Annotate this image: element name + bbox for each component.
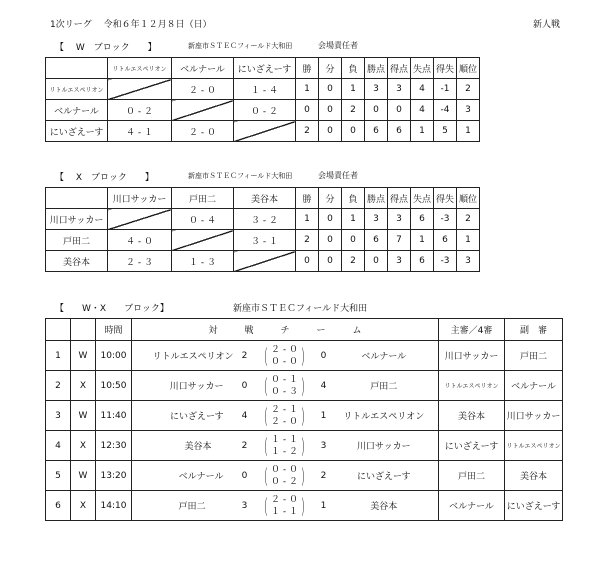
match-no: 4	[46, 431, 71, 461]
match-block: W	[71, 341, 96, 371]
referee: 美谷本	[439, 401, 505, 431]
home-team: にいざえーす	[132, 401, 238, 431]
header-row	[46, 58, 480, 79]
corner-cell	[46, 188, 108, 209]
losses: 0	[342, 230, 365, 251]
away-team: リトルエスペリオン	[330, 401, 439, 431]
losses: 1	[342, 79, 365, 100]
rank: 2	[457, 209, 480, 230]
assistant-referee: 美谷本	[505, 461, 563, 491]
right-paren: )	[300, 373, 306, 398]
half-scores	[252, 401, 318, 431]
result-cell: １ - ４	[234, 79, 296, 100]
half-scores	[252, 461, 318, 491]
first-half-score: ２ - ０	[271, 344, 298, 355]
second-half-score: ２ - ０	[271, 416, 298, 427]
block-x-standings-table	[45, 187, 480, 272]
self-match-cell	[234, 121, 296, 142]
away-score: 1	[318, 491, 330, 521]
table-row	[46, 79, 480, 100]
goals-against: 4	[411, 100, 434, 121]
column-header: 勝点	[365, 58, 388, 79]
match-block: X	[71, 371, 96, 401]
match-time: 13:20	[96, 461, 132, 491]
self-match-cell	[108, 79, 172, 100]
goals-for: 0	[388, 100, 411, 121]
table-row	[46, 401, 563, 431]
wins: 0	[296, 100, 319, 121]
away-team: ベルナール	[330, 341, 439, 371]
points: 6	[365, 121, 388, 142]
referee: ベルナール	[439, 491, 505, 521]
goal-difference: -3	[434, 209, 457, 230]
first-half-score: ０ - ０	[271, 464, 298, 475]
home-score: 2	[238, 341, 252, 371]
losses: 2	[342, 251, 365, 272]
rank: 3	[457, 251, 480, 272]
referee: 戸田二	[439, 461, 505, 491]
referee: にいざえーす	[439, 431, 505, 461]
team-name: ベルナール	[46, 100, 108, 121]
goals-against: 1	[411, 121, 434, 142]
right-paren: )	[300, 433, 306, 458]
table-row	[46, 461, 563, 491]
column-header: 得点	[388, 188, 411, 209]
wins: 2	[296, 230, 319, 251]
half-scores	[252, 341, 318, 371]
result-cell: ０ - ２	[108, 100, 172, 121]
goals-for: 3	[388, 251, 411, 272]
goals-for: 6	[388, 121, 411, 142]
right-paren: )	[300, 493, 306, 518]
self-match-cell	[234, 251, 296, 272]
away-score: 1	[318, 401, 330, 431]
first-half-score: ２ - ０	[271, 494, 298, 505]
column-header: 得点	[388, 58, 411, 79]
second-half-score: １ - ２	[271, 446, 298, 457]
column-header: にいざえーす	[234, 58, 296, 79]
goal-difference: 6	[434, 230, 457, 251]
assistant-referee: ベルナール	[505, 371, 563, 401]
half-scores	[252, 431, 318, 461]
goals-against: 1	[411, 230, 434, 251]
table-row	[46, 230, 480, 251]
result-cell: ２ - ０	[172, 121, 234, 142]
block-header	[71, 319, 96, 341]
result-cell: ２ - ０	[172, 79, 234, 100]
goals-against: 4	[411, 79, 434, 100]
column-header: 順位	[457, 58, 480, 79]
home-team: リトルエスペリオン	[132, 341, 238, 371]
away-score: 2	[318, 461, 330, 491]
team-name: リトルエスペリオン	[46, 79, 108, 100]
wins: 2	[296, 121, 319, 142]
result-cell: ４ - １	[108, 121, 172, 142]
draws: 0	[319, 79, 342, 100]
column-header: 得失	[434, 188, 457, 209]
page-title: 1次リーグ 令和６年１２月８日（日）	[50, 20, 212, 30]
match-block: X	[71, 431, 96, 461]
column-header: 勝点	[365, 188, 388, 209]
table-row	[46, 371, 563, 401]
home-score: 4	[238, 401, 252, 431]
rank: 1	[457, 121, 480, 142]
home-score: 2	[238, 431, 252, 461]
away-score: 0	[318, 341, 330, 371]
result-cell: ４ - ０	[108, 230, 172, 251]
column-header: リトルエスペリオン	[108, 58, 172, 79]
match-time: 10:00	[96, 341, 132, 371]
schedule-title: 【 W・X ブロック】	[55, 304, 169, 314]
self-match-cell	[172, 100, 234, 121]
column-header: 得失	[434, 58, 457, 79]
goals-against: 6	[411, 251, 434, 272]
draws: 0	[319, 209, 342, 230]
category-label: 新人戦	[533, 20, 561, 30]
goal-difference: 5	[434, 121, 457, 142]
rank: 3	[457, 100, 480, 121]
block-x-title: 【 X ブロック 】	[55, 173, 154, 183]
losses: 0	[342, 121, 365, 142]
result-cell: ２ - ３	[108, 251, 172, 272]
table-row	[46, 491, 563, 521]
goals-for: 3	[388, 79, 411, 100]
losses: 1	[342, 209, 365, 230]
second-half-score: ０ - ３	[271, 386, 298, 397]
match-time: 12:30	[96, 431, 132, 461]
draws: 0	[319, 251, 342, 272]
right-paren: )	[300, 343, 306, 368]
match-block: X	[71, 491, 96, 521]
assistant-header: 副 審	[505, 319, 563, 341]
block-w-title: 【 W ブロック 】	[55, 43, 157, 53]
left-paren: (	[263, 403, 269, 428]
goal-difference: -3	[434, 251, 457, 272]
table-row	[46, 431, 563, 461]
away-team: 川口サッカー	[330, 431, 439, 461]
assistant-referee: リトルエスペリオン	[505, 431, 563, 461]
away-team: にいざえーす	[330, 461, 439, 491]
column-header: 分	[319, 188, 342, 209]
result-cell: ３ - １	[234, 230, 296, 251]
draws: 0	[319, 230, 342, 251]
right-paren: )	[300, 463, 306, 488]
goals-for: 7	[388, 230, 411, 251]
result-cell: ０ - ４	[172, 209, 234, 230]
second-half-score: ０ - ０	[271, 356, 298, 367]
column-header: 勝	[296, 58, 319, 79]
column-header: 負	[342, 188, 365, 209]
left-paren: (	[263, 493, 269, 518]
column-header: 美谷本	[234, 188, 296, 209]
away-score: 4	[318, 371, 330, 401]
block-w-standings-table	[45, 57, 480, 142]
corner-cell	[46, 58, 108, 79]
match-no: 3	[46, 401, 71, 431]
first-half-score: ０ - １	[271, 374, 298, 385]
team-name: 美谷本	[46, 251, 108, 272]
wins: 1	[296, 209, 319, 230]
header-row	[46, 188, 480, 209]
assistant-referee: 川口サッカー	[505, 401, 563, 431]
team-name: にいざえーす	[46, 121, 108, 142]
time-header: 時間	[96, 319, 132, 341]
column-header: 勝	[296, 188, 319, 209]
referee-header: 主審／4審	[439, 319, 505, 341]
referee: 川口サッカー	[439, 341, 505, 371]
result-cell: ０ - ２	[234, 100, 296, 121]
match-header: 対 戦 チ ー ム	[132, 319, 439, 341]
half-scores	[252, 371, 318, 401]
first-half-score: ２ - １	[271, 404, 298, 415]
result-cell: １ - ３	[172, 251, 234, 272]
points: 0	[365, 251, 388, 272]
table-row	[46, 209, 480, 230]
rank: 2	[457, 79, 480, 100]
home-team: 戸田二	[132, 491, 238, 521]
points: 3	[365, 79, 388, 100]
second-half-score: １ - １	[271, 506, 298, 517]
table-row	[46, 100, 480, 121]
left-paren: (	[263, 433, 269, 458]
home-score: 0	[238, 371, 252, 401]
home-team: 川口サッカー	[132, 371, 238, 401]
match-time: 11:40	[96, 401, 132, 431]
match-block: W	[71, 401, 96, 431]
goal-difference: -1	[434, 79, 457, 100]
draws: 0	[319, 121, 342, 142]
column-header: 順位	[457, 188, 480, 209]
match-no: 2	[46, 371, 71, 401]
wins: 1	[296, 79, 319, 100]
left-paren: (	[263, 343, 269, 368]
match-no: 5	[46, 461, 71, 491]
column-header: 失点	[411, 188, 434, 209]
wins: 0	[296, 251, 319, 272]
team-name: 川口サッカー	[46, 209, 108, 230]
column-header: 失点	[411, 58, 434, 79]
table-row	[46, 251, 480, 272]
losses: 2	[342, 100, 365, 121]
goals-for: 3	[388, 209, 411, 230]
assistant-referee: 戸田二	[505, 341, 563, 371]
second-half-score: ０ - ２	[271, 476, 298, 487]
match-block: W	[71, 461, 96, 491]
column-header: 負	[342, 58, 365, 79]
rank: 1	[457, 230, 480, 251]
schedule-table	[45, 318, 563, 521]
away-team: 美谷本	[330, 491, 439, 521]
points: 6	[365, 230, 388, 251]
block-w-venue: 新座市ＳＴＥＣフィールド大和田	[188, 42, 293, 50]
away-score: 3	[318, 431, 330, 461]
match-no: 1	[46, 341, 71, 371]
header-row	[46, 319, 563, 341]
left-paren: (	[263, 463, 269, 488]
goals-against: 6	[411, 209, 434, 230]
table-row	[46, 121, 480, 142]
points: 3	[365, 209, 388, 230]
right-paren: )	[300, 403, 306, 428]
result-cell: ３ - ２	[234, 209, 296, 230]
left-paren: (	[263, 373, 269, 398]
self-match-cell	[172, 230, 234, 251]
assistant-referee: にいざえーす	[505, 491, 563, 521]
block-x-manager: 会場責任者	[318, 171, 358, 180]
points: 0	[365, 100, 388, 121]
match-no: 6	[46, 491, 71, 521]
first-half-score: １ - １	[271, 434, 298, 445]
column-header: ベルナール	[172, 58, 234, 79]
away-team: 戸田二	[330, 371, 439, 401]
match-time: 10:50	[96, 371, 132, 401]
draws: 0	[319, 100, 342, 121]
no-header	[46, 319, 71, 341]
home-team: 美谷本	[132, 431, 238, 461]
home-score: 3	[238, 491, 252, 521]
home-score: 0	[238, 461, 252, 491]
goal-difference: -4	[434, 100, 457, 121]
column-header: 戸田二	[172, 188, 234, 209]
column-header: 川口サッカー	[108, 188, 172, 209]
referee: リトルエスペリオン	[439, 371, 505, 401]
half-scores	[252, 491, 318, 521]
column-header: 分	[319, 58, 342, 79]
schedule-venue: 新座市ＳＴＥＣフィールド大和田	[233, 304, 368, 314]
team-name: 戸田二	[46, 230, 108, 251]
self-match-cell	[108, 209, 172, 230]
block-w-manager: 会場責任者	[318, 41, 358, 50]
home-team: ベルナール	[132, 461, 238, 491]
match-time: 14:10	[96, 491, 132, 521]
table-row	[46, 341, 563, 371]
block-x-venue: 新座市ＳＴＥＣフィールド大和田	[188, 172, 293, 180]
